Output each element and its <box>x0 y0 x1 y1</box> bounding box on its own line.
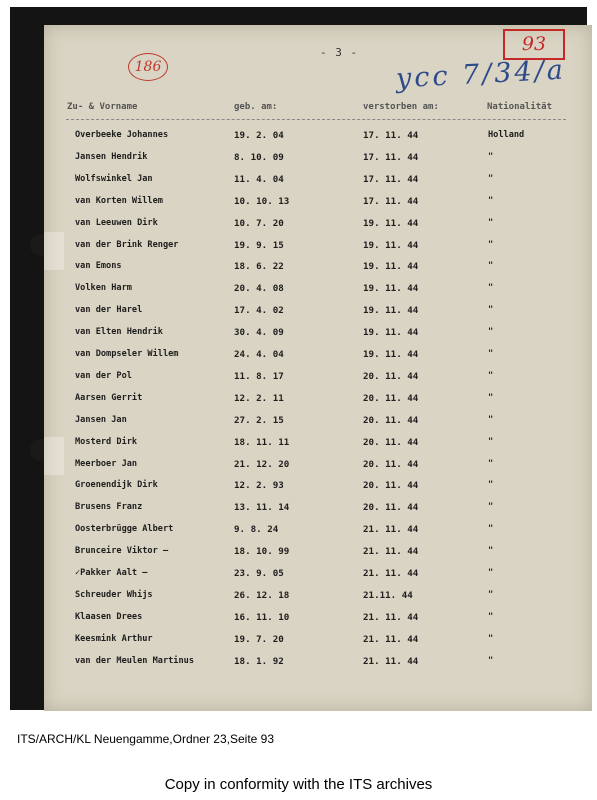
cell-born: 10. 10. 13 <box>234 195 290 207</box>
cell-nationality: " <box>488 502 494 513</box>
header-born: geb. am: <box>234 102 278 112</box>
cell-name: Schreuder Whijs <box>75 589 153 600</box>
cell-died: 21. 11. 44 <box>363 524 419 536</box>
cell-name: Volken Harm <box>75 283 132 294</box>
table-row <box>44 196 592 214</box>
cell-nationality: " <box>488 414 494 425</box>
cell-born: 13. 11. 14 <box>234 502 290 514</box>
cell-born: 24. 4. 04 <box>234 349 284 360</box>
cell-born: 9. 8. 24 <box>234 524 279 536</box>
table-row <box>44 174 592 192</box>
cell-nationality: " <box>488 327 494 338</box>
cell-name: van der Pol <box>75 370 132 381</box>
cell-died: 17. 11. 44 <box>363 130 419 141</box>
cell-name: van Dompseler Willem <box>75 349 179 359</box>
cell-died: 21.11. 44 <box>363 589 413 601</box>
table-row <box>44 437 592 455</box>
table-row <box>44 459 592 477</box>
table-row <box>44 546 592 564</box>
cell-name: Jansen Hendrik <box>75 151 148 162</box>
reference-code: ycc 7/34/a <box>395 54 567 95</box>
cell-nationality: " <box>488 239 494 250</box>
cell-nationality: " <box>488 261 494 272</box>
header-died: verstorben am: <box>363 102 439 112</box>
boxed-number: 93 <box>503 29 565 60</box>
cell-born: 18. 10. 99 <box>234 546 290 558</box>
cell-name: van Korten Willem <box>75 195 163 206</box>
table-row <box>44 130 592 148</box>
cell-name: van der Harel <box>75 305 143 316</box>
table-row <box>44 393 592 411</box>
cell-nationality: " <box>488 480 494 491</box>
circled-number: 186 <box>128 53 168 81</box>
cell-died: 21. 11. 44 <box>363 568 419 579</box>
page-number: - 3 - <box>320 46 359 59</box>
cell-nationality: " <box>488 611 494 622</box>
cell-died: 19. 11. 44 <box>363 217 419 229</box>
header-nationality: Nationalität <box>487 102 553 112</box>
cell-name: Brusens Franz <box>75 502 143 513</box>
cell-born: 30. 4. 09 <box>234 327 284 339</box>
cell-born: 27. 2. 15 <box>234 414 284 426</box>
cell-name: Meerboer Jan <box>75 458 138 469</box>
cell-born: 12. 2. 11 <box>234 392 284 404</box>
cell-died: 20. 11. 44 <box>363 502 419 514</box>
cell-died: 20. 11. 44 <box>363 436 419 448</box>
cell-name: Mosterd Dirk <box>75 436 138 447</box>
cell-born: 16. 11. 10 <box>234 611 290 623</box>
table-row <box>44 415 592 433</box>
cell-born: 19. 9. 15 <box>234 239 284 251</box>
table-row <box>44 524 592 542</box>
cell-nationality: " <box>488 217 494 228</box>
cell-name: van der Meulen Martinus <box>75 655 194 666</box>
cell-nationality: " <box>488 349 494 359</box>
table-row <box>44 283 592 301</box>
cell-died: 20. 11. 44 <box>363 414 419 426</box>
cell-born: 19. 2. 04 <box>234 130 284 141</box>
cell-died: 20. 11. 44 <box>363 370 419 382</box>
cell-nationality: " <box>488 151 494 162</box>
cell-born: 21. 12. 20 <box>234 458 290 470</box>
cell-died: 21. 11. 44 <box>363 611 419 623</box>
cell-name: van Emons <box>75 261 122 272</box>
cell-born: 18. 1. 92 <box>234 655 284 667</box>
cell-born: 11. 4. 04 <box>234 173 284 185</box>
table-row <box>44 502 592 520</box>
cell-nationality: " <box>488 173 494 184</box>
table-row <box>44 612 592 630</box>
table-row <box>44 327 592 345</box>
cell-born: 19. 7. 20 <box>234 633 284 645</box>
cell-nationality: " <box>488 305 494 316</box>
cell-born: 8. 10. 09 <box>234 151 284 163</box>
cell-nationality: Holland <box>488 130 525 140</box>
table-row <box>44 371 592 389</box>
cell-nationality: " <box>488 546 494 557</box>
cell-nationality: " <box>488 655 494 666</box>
cell-nationality: " <box>488 568 494 578</box>
scan-frame <box>10 7 587 710</box>
document-page <box>44 25 592 711</box>
cell-died: 17. 11. 44 <box>363 173 419 185</box>
cell-died: 20. 11. 44 <box>363 458 419 470</box>
cell-name: Groenendijk Dirk <box>75 480 158 491</box>
cell-name: Keesmink Arthur <box>75 633 153 644</box>
table-row <box>44 656 592 674</box>
table-row <box>44 568 592 586</box>
cell-name: Oosterbrügge Albert <box>75 524 174 535</box>
cell-nationality: " <box>488 370 494 381</box>
cell-name: ✓Pakker Aalt — <box>75 568 148 578</box>
cell-nationality: " <box>488 436 494 447</box>
cell-name: van Leeuwen Dirk <box>75 217 158 228</box>
table-row <box>44 590 592 608</box>
header-name: Zu- & Vorname <box>67 102 138 112</box>
cell-born: 10. 7. 20 <box>234 217 284 229</box>
cell-died: 19. 11. 44 <box>363 327 419 339</box>
conformity-caption: Copy in conformity with the ITS archives <box>164 776 433 793</box>
cell-born: 17. 4. 02 <box>234 305 284 317</box>
cell-born: 20. 4. 08 <box>234 283 284 295</box>
table-row <box>44 152 592 170</box>
cell-died: 20. 11. 44 <box>363 392 419 404</box>
cell-died: 20. 11. 44 <box>363 480 419 492</box>
cell-born: 23. 9. 05 <box>234 568 284 579</box>
cell-nationality: " <box>488 195 494 206</box>
cell-name: Jansen Jan <box>75 414 127 425</box>
table-row <box>44 261 592 279</box>
cell-nationality: " <box>488 283 494 294</box>
cell-died: 19. 11. 44 <box>363 305 419 317</box>
cell-died: 21. 11. 44 <box>363 655 419 667</box>
cell-born: 18. 11. 11 <box>234 436 290 448</box>
cell-name: Klaasen Drees <box>75 611 143 622</box>
cell-nationality: " <box>488 392 494 403</box>
cell-died: 17. 11. 44 <box>363 195 419 207</box>
cell-nationality: " <box>488 633 494 644</box>
cell-name: Brunceire Viktor — <box>75 546 169 557</box>
cell-born: 12. 2. 93 <box>234 480 284 492</box>
table-row <box>44 349 592 367</box>
cell-born: 26. 12. 18 <box>234 589 290 601</box>
cell-name: Overbeeke Johannes <box>75 130 169 140</box>
cell-died: 19. 11. 44 <box>363 261 419 273</box>
cell-born: 11. 8. 17 <box>234 370 284 382</box>
table-row <box>44 240 592 258</box>
cell-born: 18. 6. 22 <box>234 261 284 273</box>
cell-nationality: " <box>488 589 494 600</box>
cell-died: 19. 11. 44 <box>363 239 419 251</box>
cell-died: 19. 11. 44 <box>363 349 419 360</box>
cell-name: van Elten Hendrik <box>75 327 163 338</box>
header-rule <box>66 119 566 120</box>
cell-name: Aarsen Gerrit <box>75 392 143 403</box>
cell-died: 21. 11. 44 <box>363 633 419 645</box>
cell-died: 19. 11. 44 <box>363 283 419 295</box>
table-row <box>44 305 592 323</box>
source-caption: ITS/ARCH/KL Neuengamme,Ordner 23,Seite 93 <box>17 732 275 746</box>
cell-name: Wolfswinkel Jan <box>75 173 153 184</box>
cell-nationality: " <box>488 458 494 469</box>
table-row <box>44 634 592 652</box>
cell-nationality: " <box>488 524 494 535</box>
cell-died: 21. 11. 44 <box>363 546 419 558</box>
table-row <box>44 218 592 236</box>
table-row <box>44 480 592 498</box>
cell-died: 17. 11. 44 <box>363 151 419 163</box>
cell-name: van der Brink Renger <box>75 239 179 250</box>
